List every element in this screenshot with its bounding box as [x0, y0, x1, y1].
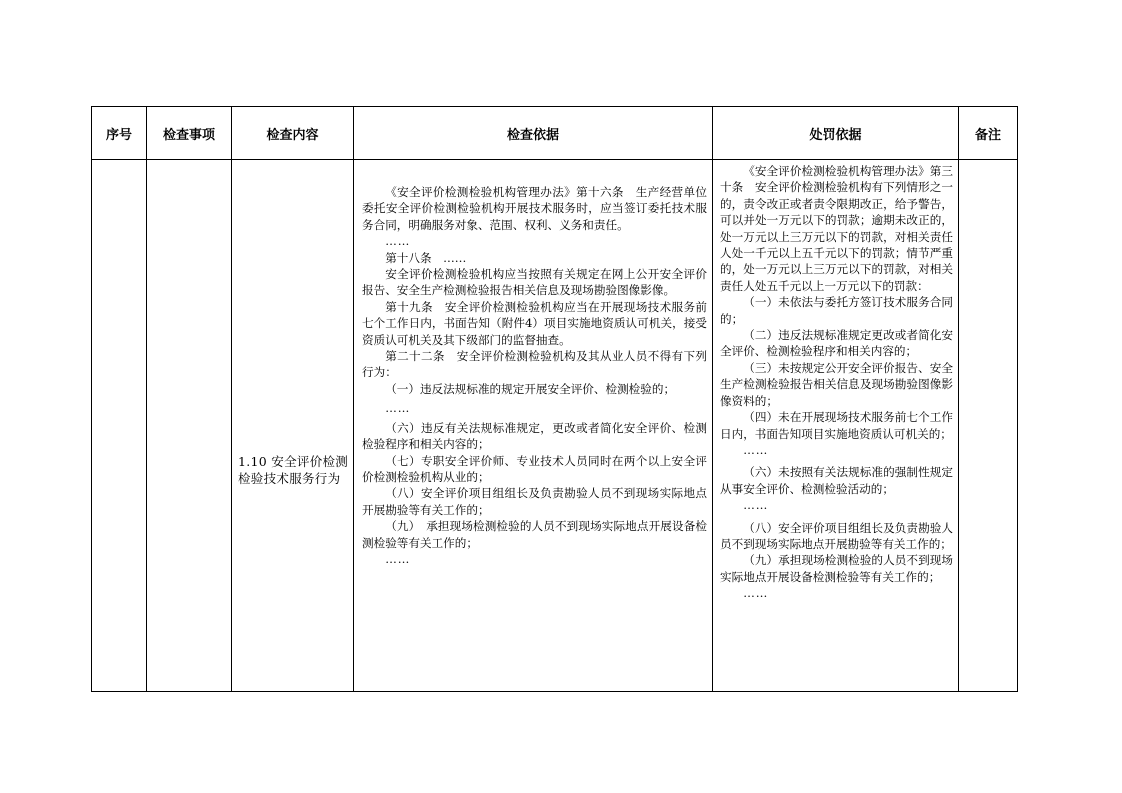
penalty-para: （六）未按照有关法规标准的强制性规定从事安全评价、检测检验活动的；	[720, 465, 953, 496]
penalty-para: （一）未依法与委托方签订技术服务合同的；	[720, 295, 953, 326]
penalty-para: （八）安全评价项目组组长及负责勘验人员不到现场实际地点开展勘验等有关工作的；	[720, 520, 953, 551]
cell-penalty	[713, 160, 959, 692]
penalty-para: ……	[743, 442, 769, 457]
basis-para: 安全评价检测检验机构应当按照有关规定在网上公开安全评价报告、安全生产检测检验报告相关信息及现场勘验图像影像。	[362, 267, 707, 298]
basis-para: （九） 承担现场检测检验的人员不到现场实际地点开展设备检测检验等有关工作的；	[362, 519, 707, 550]
basis-para: 《安全评价检测检验机构管理办法》第十六条 生产经营单位委托安全评价检测检验机构开展技术服务时，应当签订委托技术服务合同，明确服务对象、范围、权利、义务和责任。	[362, 185, 707, 232]
basis-para: （八）安全评价项目组组长及负责勘验人员不到现场实际地点开展勘验等有关工作的；	[362, 486, 707, 517]
header-penalty: 处罚依据	[713, 107, 959, 160]
header-basis: 检查依据	[354, 107, 713, 160]
basis-para: 第二十二条 安全评价检测检验机构及其从业人员不得有下列行为：	[362, 349, 707, 380]
basis-para: （一）违反法规标准的规定开展安全评价、检测检验的；	[385, 381, 676, 396]
basis-para: （六）违反有关法规标准规定，更改或者简化安全评价、检测检验程序和相关内容的；	[362, 420, 707, 452]
penalty-para: ……	[743, 586, 769, 601]
penalty-para: ……	[743, 498, 769, 513]
header-seq: 序号	[92, 107, 147, 160]
table-row	[92, 160, 1018, 692]
basis-para: ……	[385, 551, 411, 566]
basis-para: ……	[385, 234, 411, 249]
cell-remark	[959, 160, 1018, 692]
header-content: 检查内容	[232, 107, 354, 160]
basis-para: ……	[385, 401, 411, 416]
basis-para: （七）专职安全评价师、专业技术人员同时在两个以上安全评价检测检验机构从业的；	[362, 453, 707, 484]
inspection-table	[91, 106, 1018, 692]
header-remark: 备注	[959, 107, 1018, 160]
basis-para: 第十八条 ……	[385, 250, 467, 265]
cell-seq	[92, 160, 147, 692]
penalty-para: 《安全评价检测检验机构管理办法》第三十条 安全评价检测检验机构有下列情形之一的，责令改正或者责令限期改正，给予警告，可以并处一万元以下的罚款；逾期未改正的，处一万元以上三万元以下的罚款，对相关责任人处一千元以上五千元以下的罚款；情节严重的，处一万元以上三万元以下的罚款，对相关责任人处五千元以上一万元以下的罚款：	[720, 164, 953, 293]
penalty-para: （九）承担现场检测检验的人员不到现场实际地点开展设备检测检验等有关工作的；	[720, 553, 953, 584]
basis-para: 第十九条 安全评价检测检验机构应当在开展现场技术服务前七个工作日内，书面告知（附件4）项目实施地资质认可机关，接受资质认可机关及其下级部门的监督抽查。	[362, 299, 707, 347]
header-row	[92, 107, 1018, 160]
cell-basis	[354, 160, 713, 692]
penalty-para: （四）未在开展现场技术服务前七个工作日内，书面告知项目实施地资质认可机关的；	[720, 410, 953, 441]
cell-content: 1.10 安全评价检测检验技术服务行为	[232, 160, 354, 692]
header-item: 检查事项	[147, 107, 232, 160]
penalty-para: （二）违反法规标准规定更改或者简化安全评价、检测检验程序和相关内容的；	[720, 328, 953, 359]
penalty-para: （三）未按规定公开安全评价报告、安全生产检测检验报告相关信息及现场勘验图像影像资料的；	[720, 360, 953, 408]
cell-item	[147, 160, 232, 692]
